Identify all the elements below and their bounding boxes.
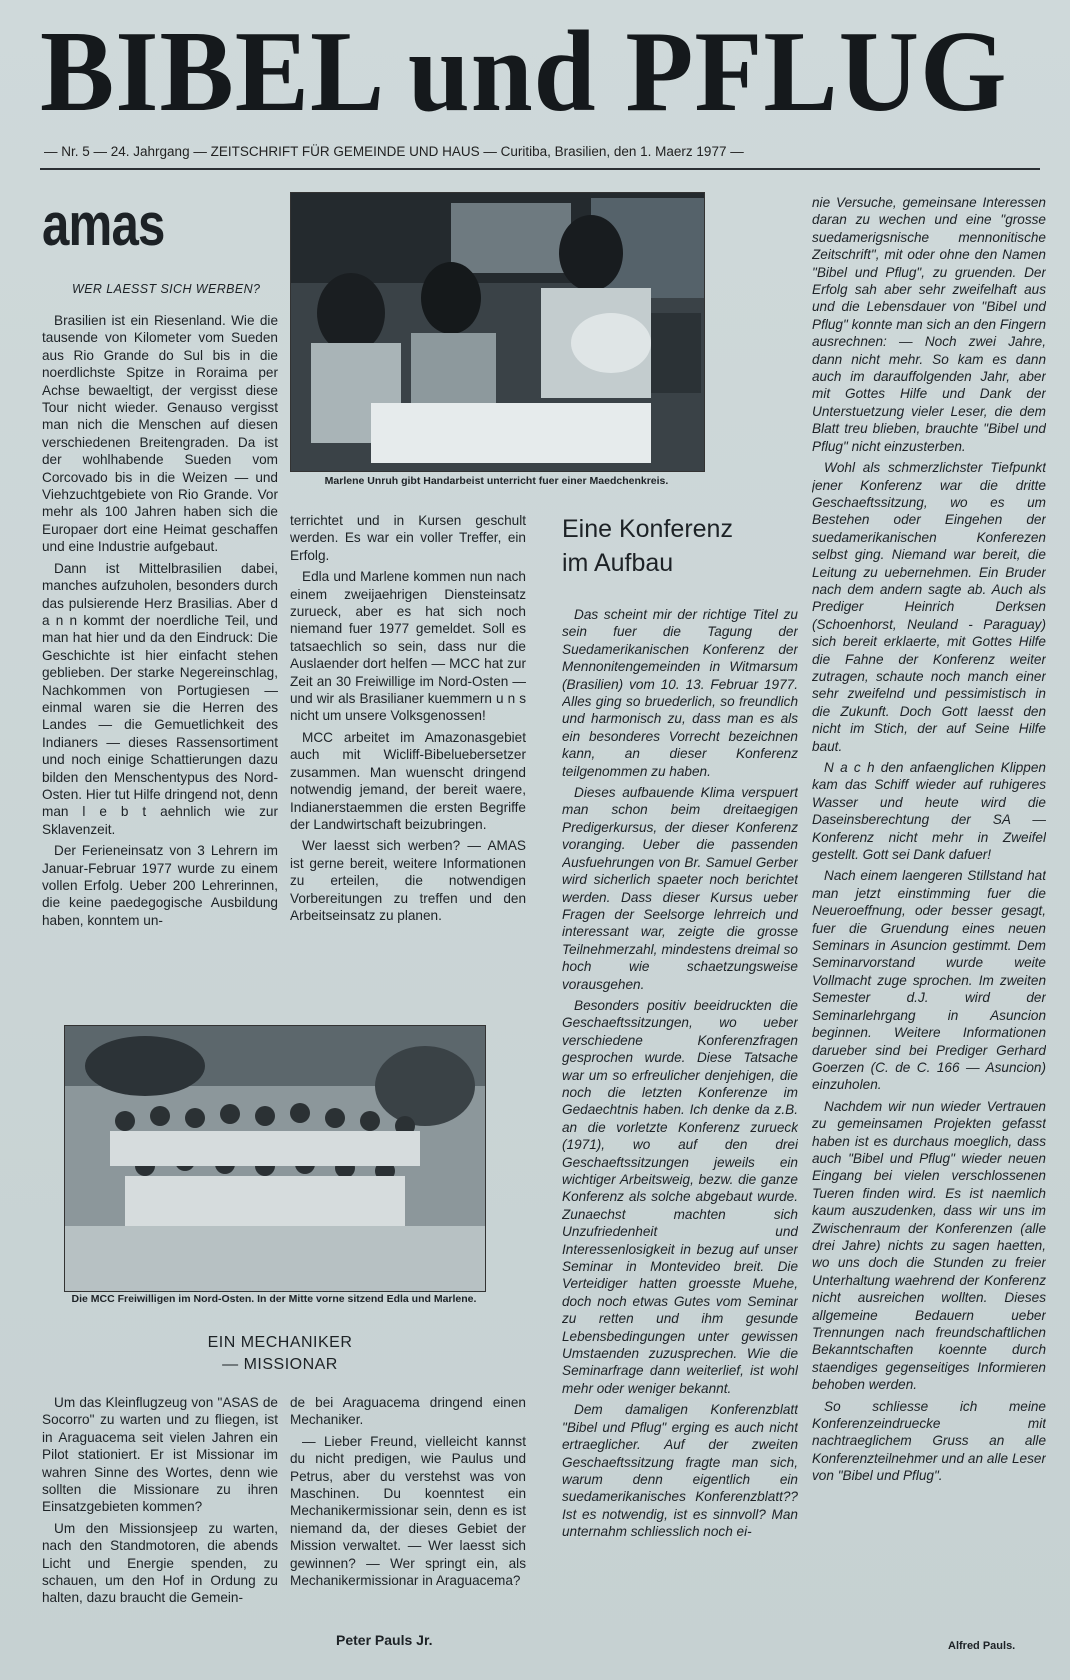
konferenz-title-line1: Eine Konferenz [562, 515, 733, 543]
paragraph: So schliesse ich meine Konferenzeindruecke mit nachtraeglichem Gruss an alle Konferenzteilnehmer und an alle Leser von "Bibel und Pflug". [812, 1398, 1046, 1484]
konferenz-title [562, 512, 733, 580]
amas-column-2 [290, 512, 526, 1002]
mechaniker-title-line2: — MISSIONAR [222, 1356, 338, 1373]
paragraph: — Lieber Freund, vielleicht kannst du nicht predigen, wie Paulus und Petrus, aber du verstehst was von Maschinen. Du koenntest ein Mechanikermissionar sein, denn es ist niemand da, der dieses Gebiet der Mission verwaltet. — Wer laesst sich gewinnen? — Wer springt ein, als Mechanikermissionar in Araguacema? [290, 1433, 526, 1589]
masthead-title: BIBEL und PFLUG [40, 8, 1008, 136]
paragraph: Der Ferieneinsatz von 3 Lehrern im Januar-Februar 1977 wurde zu einem vollen Erfolg. Ueber 200 Lehrerinnen, die keine paedegogische Ausbildung haben, konntem un- [42, 843, 278, 928]
paragraph: Dann ist Mittelbrasilien dabei, manches aufzuholen, besonders durch das pulsierende Herz Brasilias. Aber d a n n kommt der noerdliche Teil, und man hat hier und da den Eindruck: Die Geschichte ist hier einfacht stehen geblieben. Der starke Negereinschlag, Nachkommen von Portugiesen — einmal waren sie die Herren des Landes — die Gemuetlichkeit des Indianers — dieses Rassensortiment und noch einige Schattierungen dazu bilden den Menschentypus des Nord-Osten. Hier tut Hilfe dringend not, denn man l e b t aehnlich wie zur Sklavenzeit. [42, 560, 278, 837]
mechaniker-byline: Peter Pauls Jr. [336, 1632, 433, 1648]
paragraph: Wer laesst sich werben? — AMAS ist gerne bereit, weitere Informationen zu erteilen, die notwendigen Vorbereitungen zu treffen und den Arbeitseinsatz zu planen. [290, 838, 526, 923]
dateline: — Nr. 5 — 24. Jahrgang — ZEITSCHRIFT FÜR GEMEINDE UND HAUS — Curitiba, Brasilien, den 1. Maerz 1977 — [44, 144, 744, 159]
masthead-rule [40, 168, 1040, 170]
paragraph: nie Versuche, gemeinsane Interessen daran zu wechen und eine "grosse suedamerigsnische mennonitische Zeitschrift", mit oder ohne den Namen "Bibel und Pflug", zu gruenden. Der Erfolg sah aber sehr zweifelhaft aus und die Lebensdauer von "Bibel und Pflug" konnte man sich an den Fingern ausrechnen: — Noch zwei Jahre, dann nicht mehr. So kam es dann auch im darauffolgenden Jahr, aber mit Gottes Hilfe und Dank der Unterstuetzung vieler Leser, die dem Blatt treu blieben, brauchte "Bibel und Pflug" nicht einzusterben. [812, 195, 1046, 454]
paragraph: Dem damaligen Konferenzblatt "Bibel und Pflug" erging es auch nicht ertraeglicher. Auf der zweiten Geschaeftssitzung fragte man sich, warum denn eigentlich ein suedamerikanisches Konferenzblatt?? Ist es notwendig, ist es sinnvoll? Man unternahm schliesslich noch ei- [562, 1402, 798, 1540]
paragraph: Nachdem wir nun wieder Vertrauen zu gemeinsamen Projekten gefasst haben ist es durchaus moeglich, dass auch "Bibel und Pflug" wieder neuen Eingang bei vielen verschlossenen Tueren finden wird. Es ist naemlich kaum auszudenken, dass wir uns im Zwischenraum der Konferenzen (alle drei Jahre) nichts zu sagen haetten, wo uns doch die Stunden zu freier Unterhaltung waehrend der Konferenz nicht ausreichen wollten. Dieses allgemeine Bedauern ueber Trennungen nach freundschaftlichen Bekanntschaften koennte durch staendiges gegenseitiges Informieren behoben werden. [812, 1098, 1046, 1393]
paragraph: Brasilien ist ein Riesenland. Wie die tausende von Kilometer vom Sueden aus Rio Grande do Sul bis in die noerdlichste Spitze in Roraima per Achse bewaeltigt, der vergisst diese Tour nicht wieder. Genauso vergisst man nich die Menschen auf diesen verschiedenen Breitengraden. Da ist der wohlhabende Sueden vom Corcovado bis in die Weizen — und Viehzuchtgebiete von Rio Grande. Vor mehr als 100 Jahren haben sich die Europaer dort eine Heimat geschaffen und eine Industrie aufgebaut. [42, 313, 278, 555]
paragraph: Wohl als schmerzlichster Tiefpunkt jener Konferenz war die dritte Geschaeftssitzung, wo es um Bestehen oder Eingehen der suedamerikanischen Konferezen selbst ging. Niemand war bereit, die Leitung zu uebernehmen. Ein Bruder nach dem andern sagte ab. Auch als Prediger Heinrich Derksen (Schoenhorst, Neuland - Paraguay) sich bereit erklaerte, mit Gottes Hilfe die Fahne der Konferenz weiter zutragen, schaute noch manch einer sehr zweifelnd und pessimistisch in die Zukunft. Doch Gott laesst den nicht im Stich, der auf Seine Hilfe baut. [812, 460, 1046, 754]
photo-mcc-group-caption: Die MCC Freiwilligen im Nord-Osten. In der Mitte vorne sitzend Edla und Marlene. [71, 1293, 477, 1305]
konferenz-byline: Alfred Pauls. [948, 1640, 1016, 1652]
photo-handarbeit [290, 192, 705, 472]
photo-mcc-group [64, 1025, 486, 1292]
photo-mcc-group-image [65, 1026, 485, 1291]
paragraph: Edla und Marlene kommen nun nach einem zweijaehrigen Diensteinsatz zurueck, aber es hat sich noch niemand fuer 1977 gemeldet. Soll es tatsaechlich so sein, dass nur die Auslaender dort helfen — MCC hat zur Zeit an 30 Freiwillige im Nord-Osten — und wir als Brasilianer kuemmern u n s nicht um unsere Volksgenossen! [290, 569, 526, 724]
amas-column-1 [42, 312, 278, 1012]
paragraph: Das scheint mir der richtige Titel zu sein fuer die Tagung der Suedamerikanischen Konferenz der Mennonitengemeinden in Witmarsum (Brasilien) vom 10. 13. Februar 1977. Alles ging so bruederlich, so freundlich und harmonisch zu, dass man es als ein besonderes Vorrecht bezeichnen kann, an dieser Konferenz teilgenommen zu haben. [562, 607, 798, 779]
konferenz-column-4 [812, 194, 1046, 1634]
photo-handarbeit-caption: Marlene Unruh gibt Handarbeist unterricht fuer einer Maedchenkreis. [324, 475, 669, 487]
paragraph: de bei Araguacema dringend einen Mechaniker. [290, 1395, 526, 1428]
mechaniker-column-2 [290, 1394, 526, 1616]
mechaniker-column-1 [42, 1394, 278, 1656]
mechaniker-title-line1: EIN MECHANIKER [207, 1334, 353, 1351]
amas-subtitle: WER LAESST SICH WERBEN? [72, 282, 261, 296]
paragraph: Dieses aufbauende Klima verspuert man schon beim dreitaegigen Predigerkursus, der dieser Konferenz voranging. Ueber die passenden Ausfuehrungen von Br. Samuel Gerber wird sicherlich spaeter noch berichtet werden. Dass dieser Kursus ueber Fragen der Seelsorge lehrreich und interessant war, zeigte die grosse Teilnehmerzahl, mindestens dreimal so hoch wie schaetzungsweise vorausgehen. [562, 785, 798, 992]
amas-title: amas [42, 191, 165, 258]
konferenz-column-3 [562, 606, 798, 1662]
paragraph: Um das Kleinflugzeug von "ASAS de Socorro" zu warten und zu fliegen, ist in Araguacema seit vielen Jahren ein Pilot stationiert. Er ist Missionar im wahren Sinne des Wortes, denn wie sollten die Missionare zu ihren Einsatzgebieten kommen? [42, 1395, 278, 1515]
photo-handarbeit-image [291, 193, 704, 471]
paragraph: terrichtet und in Kursen geschult werden. Es war ein voller Treffer, ein Erfolg. [290, 513, 526, 563]
paragraph: N a c h den anfaenglichen Klippen kam das Schiff wieder auf ruhigeres Wasser und heute wird die Daseinsberechtung der SA — Konferenz nicht mehr in Zweifel gestellt. Gott sei Dank dafuer! [812, 760, 1046, 863]
paragraph: Um den Missionsjeep zu warten, nach den Standmotoren, die abends Licht und Energie spenden, zu schauen, um den Hof in Ordung zu halten, dazu braucht die Gemein- [42, 1520, 278, 1606]
mechaniker-title [140, 1332, 420, 1376]
paragraph: Besonders positiv beeidruckten die Geschaeftssitzungen, wo ueber verschiedene Konferenzfragen gesprochen wurde. Diese Tatsache war um so erfreulicher denjehigen, die noch die letzten Konferenze im Gedaechtnis haben. Ich denke da z.B. an die vorletzte Konferenz zurueck (1971), wo auf den drei Geschaeftssitzungen jeweils ein wichtiger Arbeitsweig, bezw. die ganze Konferenz als solche abgebaut wurde. Zunaechst machten sich Unzufriedenheit und Interessenlosigkeit in bezug auf unser Seminar in Montevideo breit. Die Verteidiger hatten groesste Muehe, doch noch etwas Gutes vom Seminar zu retten und ihm gesunde Lebensbedingungen unter gewissen Umstaenden zuzusprechen. Wie die Seminarfrage dann weiterlief, ist wohl mehr oder weniger bekannt. [562, 997, 798, 1396]
paragraph: Nach einem laengeren Stillstand hat man jetzt einstimming fuer die Neueroeffnung, oder besser gesagt, fuer die Gruendung eines neuen Seminars in Asuncion gestimmt. Dem Seminarvorstand wurde weite Vollmacht zuge sprochen. Im zweiten Semester d.J. wird der Seminarlehrgang in Asuncion beginnen. Weitere Informationen darueber sind bei Prediger Gerhard Goerzen (C. de C. 166 — Asuncion) einzuholen. [812, 868, 1046, 1093]
paragraph: MCC arbeitet im Amazonasgebiet auch mit Wicliff-Bibeluebersetzer zusammen. Man wuenscht dringend notwendig jemand, der bereit waere, Indianerstaemmen die ersten Begriffe der Landwirtschaft beizubringen. [290, 729, 526, 832]
konferenz-title-line2: im Aufbau [562, 549, 674, 577]
